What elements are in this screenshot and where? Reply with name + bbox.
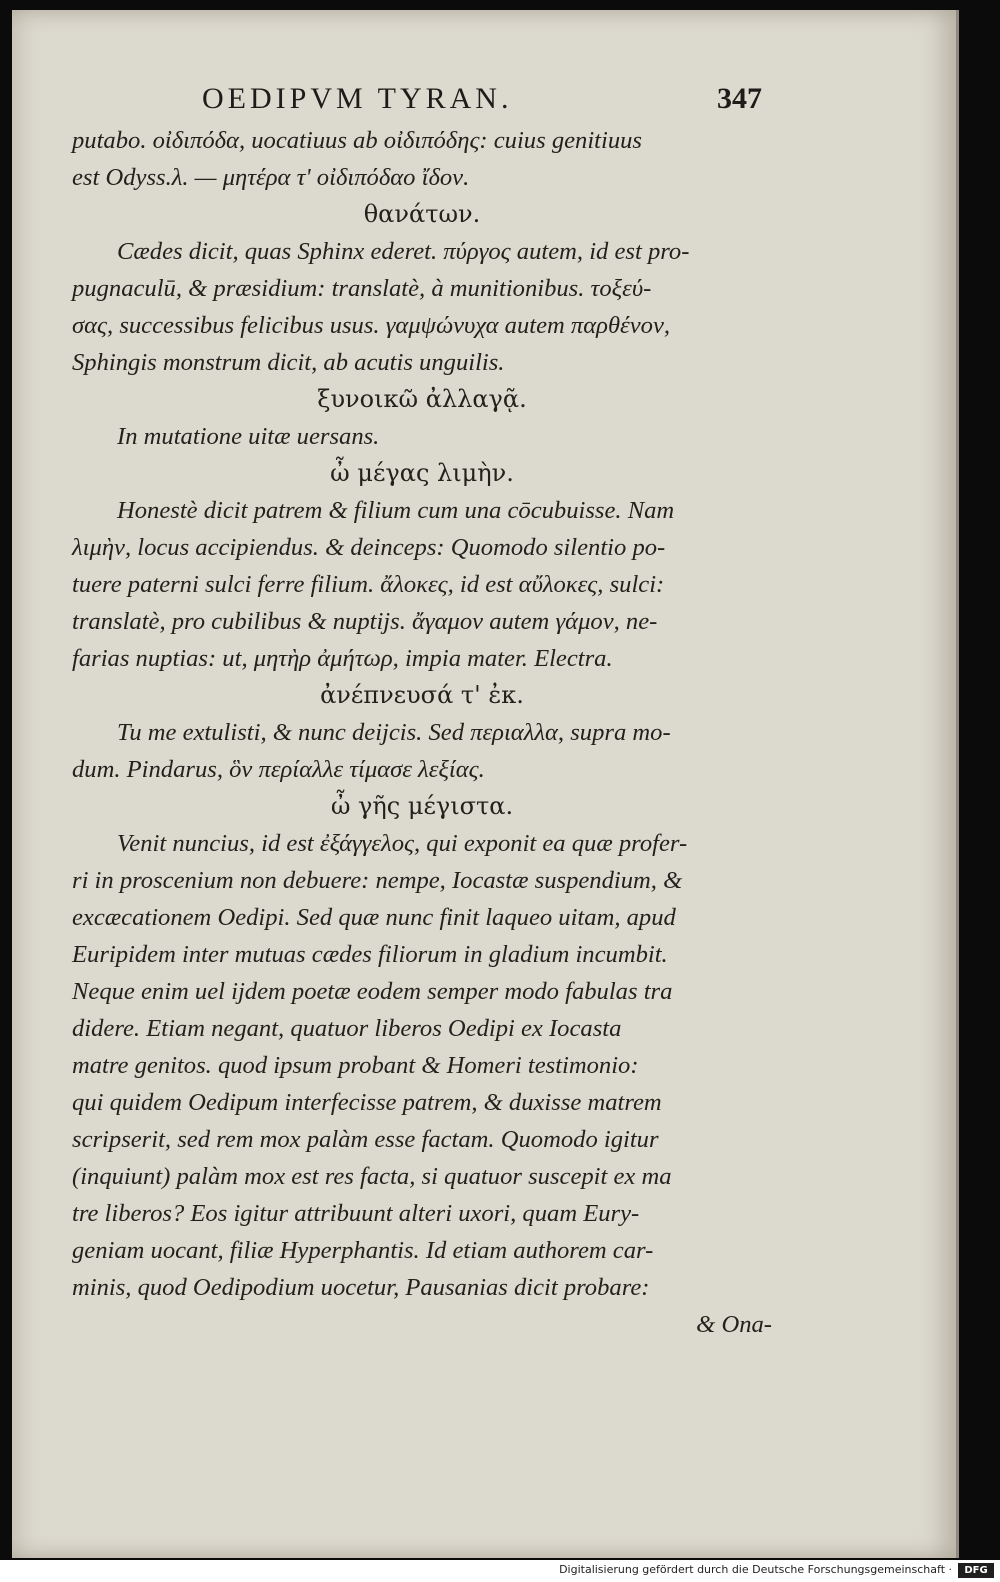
- lemma-heading: θανάτων.: [363, 200, 481, 228]
- text-line: minis, quod Oedipodium uocetur, Pausanias dicit probare:: [72, 1274, 650, 1301]
- text-line: didere. Etiam negant, quatuor liberos Oedipi ex Iocasta: [72, 1015, 622, 1042]
- lemma-heading: ὦ μέγας λιμὴν.: [330, 459, 514, 487]
- footer-credit: Digitalisierung gefördert durch die Deutsche Forschungsgemeinschaft ·: [559, 1563, 952, 1576]
- body-text: [72, 122, 772, 1343]
- text-line: λιμὴν, locus accipiendus. & deinceps: Quomodo silentio po-: [72, 534, 666, 561]
- text-line: pugnaculū, & præsidium: translatè, à munitionibus. τοξεύ-: [72, 275, 652, 302]
- page-number: 347: [717, 82, 762, 115]
- text-line: Venit nuncius, id est ἐξάγγελος, qui exponit ea quæ profer-: [117, 830, 688, 857]
- page-header: [72, 82, 762, 122]
- dfg-logo: DFG: [958, 1563, 994, 1578]
- text-line: dum. Pindarus, ὃν περίαλλε τίμασε λεξίας.: [72, 756, 485, 783]
- text-line: est Odyss.λ. — μητέρα τ' οἰδιπόδαο ἴδον.: [72, 164, 470, 191]
- text-line: (inquiunt) palàm mox est res facta, si quatuor suscepit ex ma: [72, 1163, 672, 1190]
- book-page: [12, 10, 959, 1558]
- text-line: translatè, pro cubilibus & nuptijs. ἄγαμον autem γάμον, ne-: [72, 608, 658, 635]
- text-line: excæcationem Oedipi. Sed quæ nunc finit laqueo uitam, apud: [72, 904, 676, 931]
- text-line: Cædes dicit, quas Sphinx ederet. πύργος autem, id est pro-: [117, 238, 690, 265]
- text-line: putabo. οἰδιπόδα, uocatiuus ab οἰδιπόδης: cuius genitiuus: [72, 127, 642, 154]
- text-line: tre liberos? Eos igitur attribuunt alteri uxori, quam Eury-: [72, 1200, 640, 1227]
- text-line: tuere paterni sulci ferre filium. ἄλοκες, id est αὔλοκες, sulci:: [72, 571, 665, 598]
- text-line: & Ona-: [696, 1311, 772, 1338]
- lemma-heading: ὦ γῆς μέγιστα.: [330, 792, 514, 820]
- text-line: Euripidem inter mutuas cædes filiorum in gladium incumbit.: [72, 941, 668, 968]
- text-line: σας, successibus felicibus usus. γαμψώνυχα autem παρθένον,: [72, 312, 671, 339]
- running-head: OEDIPVM TYRAN.: [202, 82, 513, 115]
- text-line: matre genitos. quod ipsum probant & Homeri testimonio:: [72, 1052, 639, 1079]
- text-line: farias nuptias: ut, μητὴρ ἀμήτωρ, impia mater. Electra.: [72, 645, 613, 672]
- text-line: ri in proscenium non debuere: nempe, Iocastæ suspendium, &: [72, 867, 683, 894]
- lemma-heading: ἀνέπνευσά τ' ἐκ.: [320, 681, 524, 709]
- text-line: geniam uocant, filiæ Hyperphantis. Id etiam authorem car-: [72, 1237, 654, 1264]
- text-line: Sphingis monstrum dicit, ab acutis unguilis.: [72, 349, 505, 376]
- text-line: Tu me extulisti, & nunc deijcis. Sed περιαλλα, supra mo-: [117, 719, 671, 746]
- text-line: qui quidem Oedipum interfecisse patrem, & duxisse matrem: [72, 1089, 662, 1116]
- footer-bar: [0, 1560, 1000, 1582]
- text-line: In mutatione uitæ uersans.: [117, 423, 380, 450]
- text-line: Honestè dicit patrem & filium cum una cōcubuisse. Nam: [117, 497, 675, 524]
- text-line: Neque enim uel ijdem poetæ eodem semper modo fabulas tra: [72, 978, 673, 1005]
- text-line: scripserit, sed rem mox palàm esse factam. Quomodo igitur: [72, 1126, 659, 1153]
- lemma-heading: ξυνοικῶ ἀλλαγᾷ.: [317, 385, 527, 413]
